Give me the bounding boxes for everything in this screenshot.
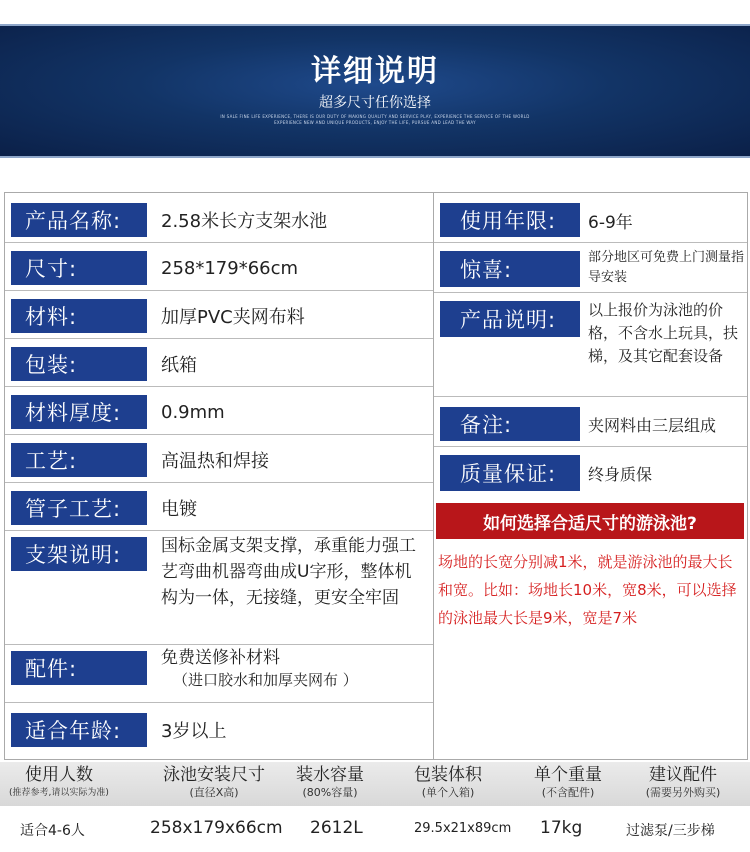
spec-label: 产品名称: (11, 203, 147, 237)
summary-value: 29.5x21x89cm (414, 821, 512, 836)
summary-value: 过滤泵/三步梯 (626, 823, 715, 839)
spec-label: 质量保证: (440, 455, 580, 491)
summary-header-cell: 包装体积 (单个入箱) (414, 765, 482, 799)
spec-label: 包装: (11, 347, 147, 381)
spec-value: 部分地区可免费上门测量指导安装 (588, 250, 745, 285)
spec-row-thickness (5, 387, 433, 435)
spec-value: 3岁以上 (161, 721, 227, 742)
summary-value: 2612L (310, 818, 363, 838)
spec-row-packaging (5, 339, 433, 387)
spec-value: 0.9mm (161, 401, 225, 423)
banner-subtitle: 超多尺寸任你选择 (319, 95, 431, 111)
spec-label: 适合年龄: (11, 713, 147, 747)
spec-table (4, 192, 748, 760)
summary-header-cell: 单个重量 (不含配件) (534, 765, 602, 799)
spec-row-remark (434, 397, 747, 447)
spec-row-pipe-craft (5, 483, 433, 531)
spec-row-description (434, 293, 747, 397)
spec-row-craft (5, 435, 433, 483)
spec-label: 材料厚度: (11, 395, 147, 429)
spec-value: 免费送修补材料 (161, 647, 280, 668)
spec-value: 高温热和焊接 (161, 451, 269, 472)
spec-row-accessories (5, 645, 433, 703)
spec-label: 备注: (440, 407, 580, 441)
spec-value: 258*179*66cm (161, 257, 299, 279)
spec-value: 夹网料由三层组成 (588, 415, 717, 435)
spec-value-note: （进口胶水和加厚夹网布 ） (173, 670, 358, 689)
spec-label: 管子工艺: (11, 491, 147, 525)
spec-row-frame (5, 531, 433, 645)
spec-value: 以上报价为泳池的价格，不含水上玩具，扶梯，及其它配套设备 (588, 301, 739, 365)
spec-value: 纸箱 (161, 355, 197, 376)
spec-label: 使用年限: (440, 203, 580, 237)
summary-value: 258x179x66cm (150, 818, 283, 838)
spec-label: 支架说明: (11, 537, 147, 571)
spec-row-surprise (434, 243, 747, 293)
spec-value: 2.58米长方支架水池 (161, 211, 328, 232)
spec-row-product-name (5, 193, 433, 243)
header-banner (0, 24, 750, 158)
spec-value: 终身质保 (588, 464, 653, 484)
summary-header-cell: 建议配件 (需要另外购买) (645, 765, 721, 799)
spec-row-material (5, 291, 433, 339)
spec-label: 产品说明: (440, 301, 580, 337)
summary-value: 适合4-6人 (20, 823, 85, 839)
size-guide-text: 场地的长宽分别减1米，就是游泳池的最大长和宽。比如：场地长10米，宽8米，可以选择的泳池最大长是9米，宽是7米 (438, 553, 737, 627)
spec-label: 惊喜: (440, 251, 580, 287)
spec-label: 材料: (11, 299, 147, 333)
spec-row-size (5, 243, 433, 291)
summary-header-cell: 使用人数 (推荐参考,请以实际为准) (9, 765, 109, 798)
summary-header-cell: 泳池安装尺寸 (直径X高) (163, 765, 265, 799)
summary-value: 17kg (540, 818, 583, 838)
spec-label: 尺寸: (11, 251, 147, 285)
spec-value: 6-9年 (588, 212, 633, 233)
spec-label: 配件: (11, 651, 147, 685)
summary-header-cell: 装水容量 (80%容量) (296, 765, 364, 799)
spec-value: 国标金属支架支撑，承重能力强工艺弯曲机器弯曲成U字形，整体机构为一体，无接缝，更安全牢固 (161, 536, 416, 608)
spec-row-warranty (434, 447, 747, 497)
spec-value: 电镀 (161, 499, 197, 520)
spec-row-age (5, 703, 433, 759)
spec-label: 工艺: (11, 443, 147, 477)
spec-value: 加厚PVC夹网布料 (161, 307, 305, 328)
banner-fine-print: IN SALE FINE LIFE EXPERIENCE, THERE IS OUR DUTY OF MAKING QUALITY AND SERVICE PLAY, EXPERIENCE THE SERVICE OF THE WORLD EXPERIENCE NEW AND UNIQUE PRODUCTS, ENJOY THE LIFE, PURSUE AND LEAD THE WAY (220, 114, 530, 125)
size-guide-title: 如何选择合适尺寸的游泳池? (436, 503, 744, 539)
spec-row-lifespan (434, 193, 747, 243)
summary-table (0, 762, 750, 852)
banner-title: 详细说明 (311, 54, 439, 89)
